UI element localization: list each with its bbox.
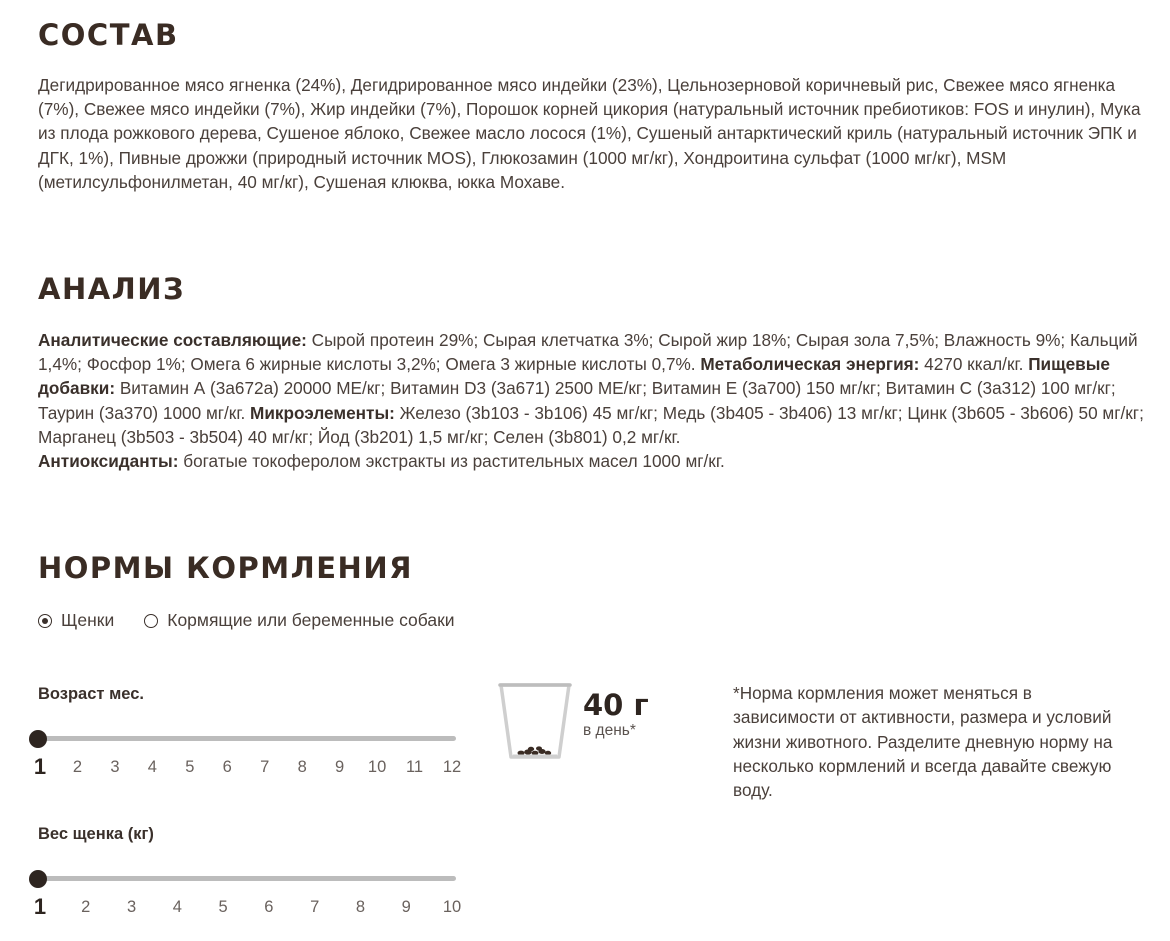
energy-value: 4270 ккал/кг. (919, 354, 1029, 375)
analysis-text (38, 328, 1148, 473)
weight-slider-track[interactable] (38, 876, 456, 881)
age-tick-2[interactable]: 2 (72, 758, 83, 776)
composition-heading: СОСТАВ (38, 18, 179, 52)
age-tick-10[interactable]: 10 (367, 758, 387, 776)
micro-label: Микроэлементы: (250, 402, 395, 423)
dog-type-radio-group (38, 610, 485, 631)
age-tick-9[interactable]: 9 (335, 758, 345, 776)
age-slider-track[interactable] (38, 736, 456, 741)
weight-tick-8[interactable]: 8 (355, 898, 366, 916)
radio-puppies-label: Щенки (61, 610, 115, 630)
weight-tick-5[interactable]: 5 (218, 898, 228, 916)
analysis-heading: АНАЛИЗ (38, 272, 186, 306)
energy-label: Метаболическая энергия: (700, 354, 920, 375)
weight-slider-handle[interactable] (29, 870, 47, 888)
radio-selected-icon[interactable] (38, 614, 52, 628)
feeding-heading: НОРМЫ КОРМЛЕНИЯ (38, 551, 413, 585)
per-day-label: в день* (583, 722, 636, 739)
feeding-note: *Норма кормления может меняться в зависимости от активности, размера и условий жизни животного. Разделите дневную норму на несколько кормлений и всегда давайте свежую воду. (733, 683, 1113, 801)
age-tick-11[interactable]: 11 (405, 758, 424, 776)
weight-tick-4[interactable]: 4 (172, 898, 182, 916)
age-tick-12[interactable]: 12 (442, 758, 462, 776)
age-tick-6[interactable]: 6 (222, 758, 232, 776)
analytic-values: Сырой протеин 29%; Сырая клетчатка 3%; Сырой жир 18%; Сырая зола 7,5%; Влажность 9%; Кальций 1,4%; Фосфор 1%; Омега 6 жирные кислоты 3,2%; Омега 3 жирные кислоты 0,7%. (38, 330, 1138, 375)
weight-slider-label: Вес щенка (кг) (38, 825, 154, 843)
radio-nursing-pregnant[interactable] (144, 610, 454, 631)
food-cup-icon (497, 681, 573, 763)
age-slider-label: Возраст мес. (38, 685, 145, 703)
age-tick-3[interactable]: 3 (110, 758, 120, 776)
age-tick-5[interactable]: 5 (185, 758, 195, 776)
antiox-values: богатые токоферолом экстракты из растительных масел 1000 мг/кг. (178, 451, 725, 472)
weight-tick-10[interactable]: 10 (442, 898, 462, 916)
age-tick-7[interactable]: 7 (260, 758, 270, 776)
additives-label: Пищевые добавки: (38, 354, 1110, 399)
radio-puppies[interactable] (38, 610, 114, 631)
additives-values: Витамин А (3а672а) 20000 МЕ/кг; Витамин D3 (3а671) 2500 МЕ/кг; Витамин Е (3а700) 150 мг/кг; Витамин С (3а312) 100 мг/кг; Таурин (3а370) 1000 мг/кг. (38, 378, 1116, 423)
radio-unselected-icon[interactable] (144, 614, 158, 628)
radio-nursing-pregnant-label: Кормящие или беременные собаки (167, 610, 455, 630)
micro-values: Железо (3b103 - 3b106) 45 мг/кг; Медь (3b405 - 3b406) 13 мг/кг; Цинк (3b605 - 3b606) 50 мг/кг; Марганец (3b503 - 3b504) 40 мг/кг; Йод (3b201) 1,5 мг/кг; Селен (3b801) 0,2 мг/кг. (38, 402, 1144, 447)
weight-tick-7[interactable]: 7 (310, 898, 320, 916)
analytic-label: Аналитические составляющие: (38, 330, 307, 350)
age-tick-8[interactable]: 8 (297, 758, 307, 776)
age-tick-4[interactable]: 4 (147, 758, 157, 776)
weight-tick-6[interactable]: 6 (264, 898, 274, 916)
age-slider-handle[interactable] (29, 730, 47, 748)
antiox-label: Антиоксиданты: (38, 451, 179, 472)
weight-tick-2[interactable]: 2 (81, 898, 91, 916)
weight-tick-9[interactable]: 9 (401, 898, 411, 916)
weight-tick-3[interactable]: 3 (126, 898, 137, 916)
weight-tick-1[interactable]: 1 (33, 894, 47, 919)
composition-text: Дегидрированное мясо ягненка (24%), Дегидрированное мясо индейки (23%), Цельнозерновой коричневый рис, Свежее мясо ягненка (7%), Свежее мясо индейки (7%), Жир индейки (7%), Порошок корней цикория (натуральный источник пребиотиков: FOS и инулин), Мука из плода рожкового дерева, Сушеное яблоко, Свежее масло лосося (1%), Сушеный антарктический криль (натуральный источник ЭПК и ДГК, 1%), Пивные дрожжи (природный источник MOS), Глюкозамин (1000 мг/кг), Хондроитина сульфат (1000 мг/кг), MSM (метилсульфонилметан, 40 мг/кг), Сушеная клюква, юкка Мохаве. (38, 75, 1141, 192)
daily-amount: 40 г (583, 688, 649, 722)
age-tick-1[interactable]: 1 (33, 754, 47, 779)
radio-dot (42, 618, 48, 624)
